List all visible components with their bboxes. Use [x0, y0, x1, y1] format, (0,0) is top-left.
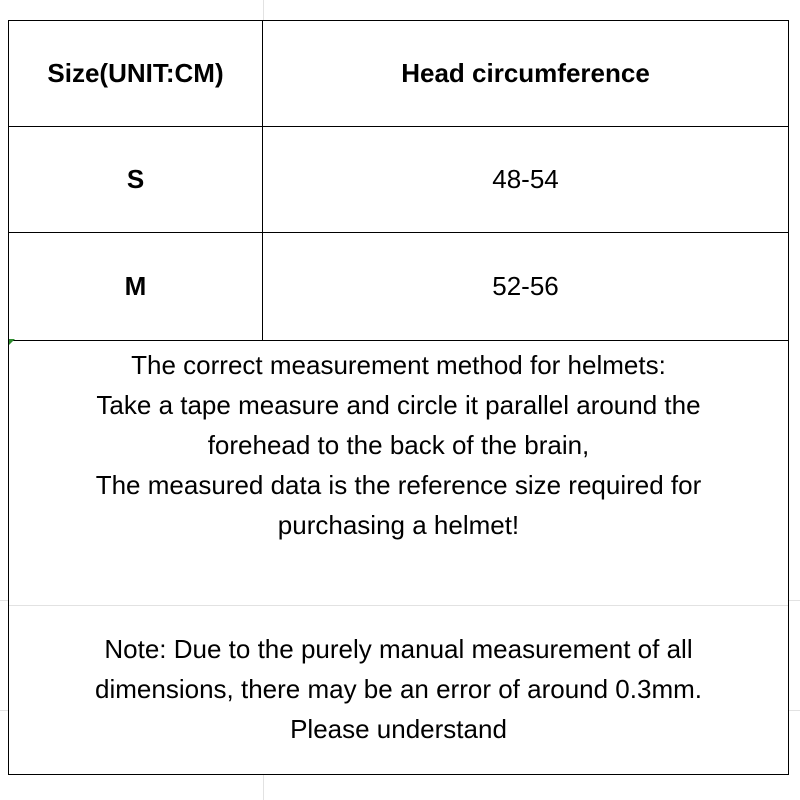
size-chart-table: [8, 20, 789, 775]
method-line: The correct measurement method for helmets:: [131, 350, 666, 380]
spreadsheet-gridline: [263, 0, 264, 20]
note-line: Note: Due to the purely manual measurement of all: [104, 634, 693, 664]
range-cell[interactable]: 48-54: [492, 164, 559, 194]
method-line: purchasing a helmet!: [277, 510, 520, 540]
method-line: Take a tape measure and circle it parallel around the: [96, 390, 701, 420]
spreadsheet-gridline: [789, 600, 800, 601]
spreadsheet-gridline: [789, 710, 800, 711]
spreadsheet-gridline: [0, 710, 8, 711]
header-circumference-cell[interactable]: Head circumference: [401, 58, 650, 88]
table-header-row: [9, 21, 788, 127]
size-cell[interactable]: M: [9, 233, 263, 340]
note-line: Please understand: [290, 714, 507, 744]
spreadsheet-gridline: [0, 600, 8, 601]
method-line: forehead to the back of the brain,: [207, 430, 590, 460]
measurement-method-cell[interactable]: [9, 345, 788, 607]
table-row: [9, 127, 788, 233]
header-size-cell[interactable]: Size(UNIT:CM): [9, 21, 263, 126]
note-line: dimensions, there may be an error of around 0.3mm.: [95, 674, 702, 704]
size-cell[interactable]: S: [9, 127, 263, 232]
method-line: The measured data is the reference size required for: [95, 470, 702, 500]
table-row: [9, 233, 788, 341]
spreadsheet-gridline: [263, 775, 264, 800]
range-cell[interactable]: 52-56: [492, 271, 559, 301]
note-cell[interactable]: [9, 627, 788, 773]
spreadsheet-gridline: [9, 605, 788, 606]
